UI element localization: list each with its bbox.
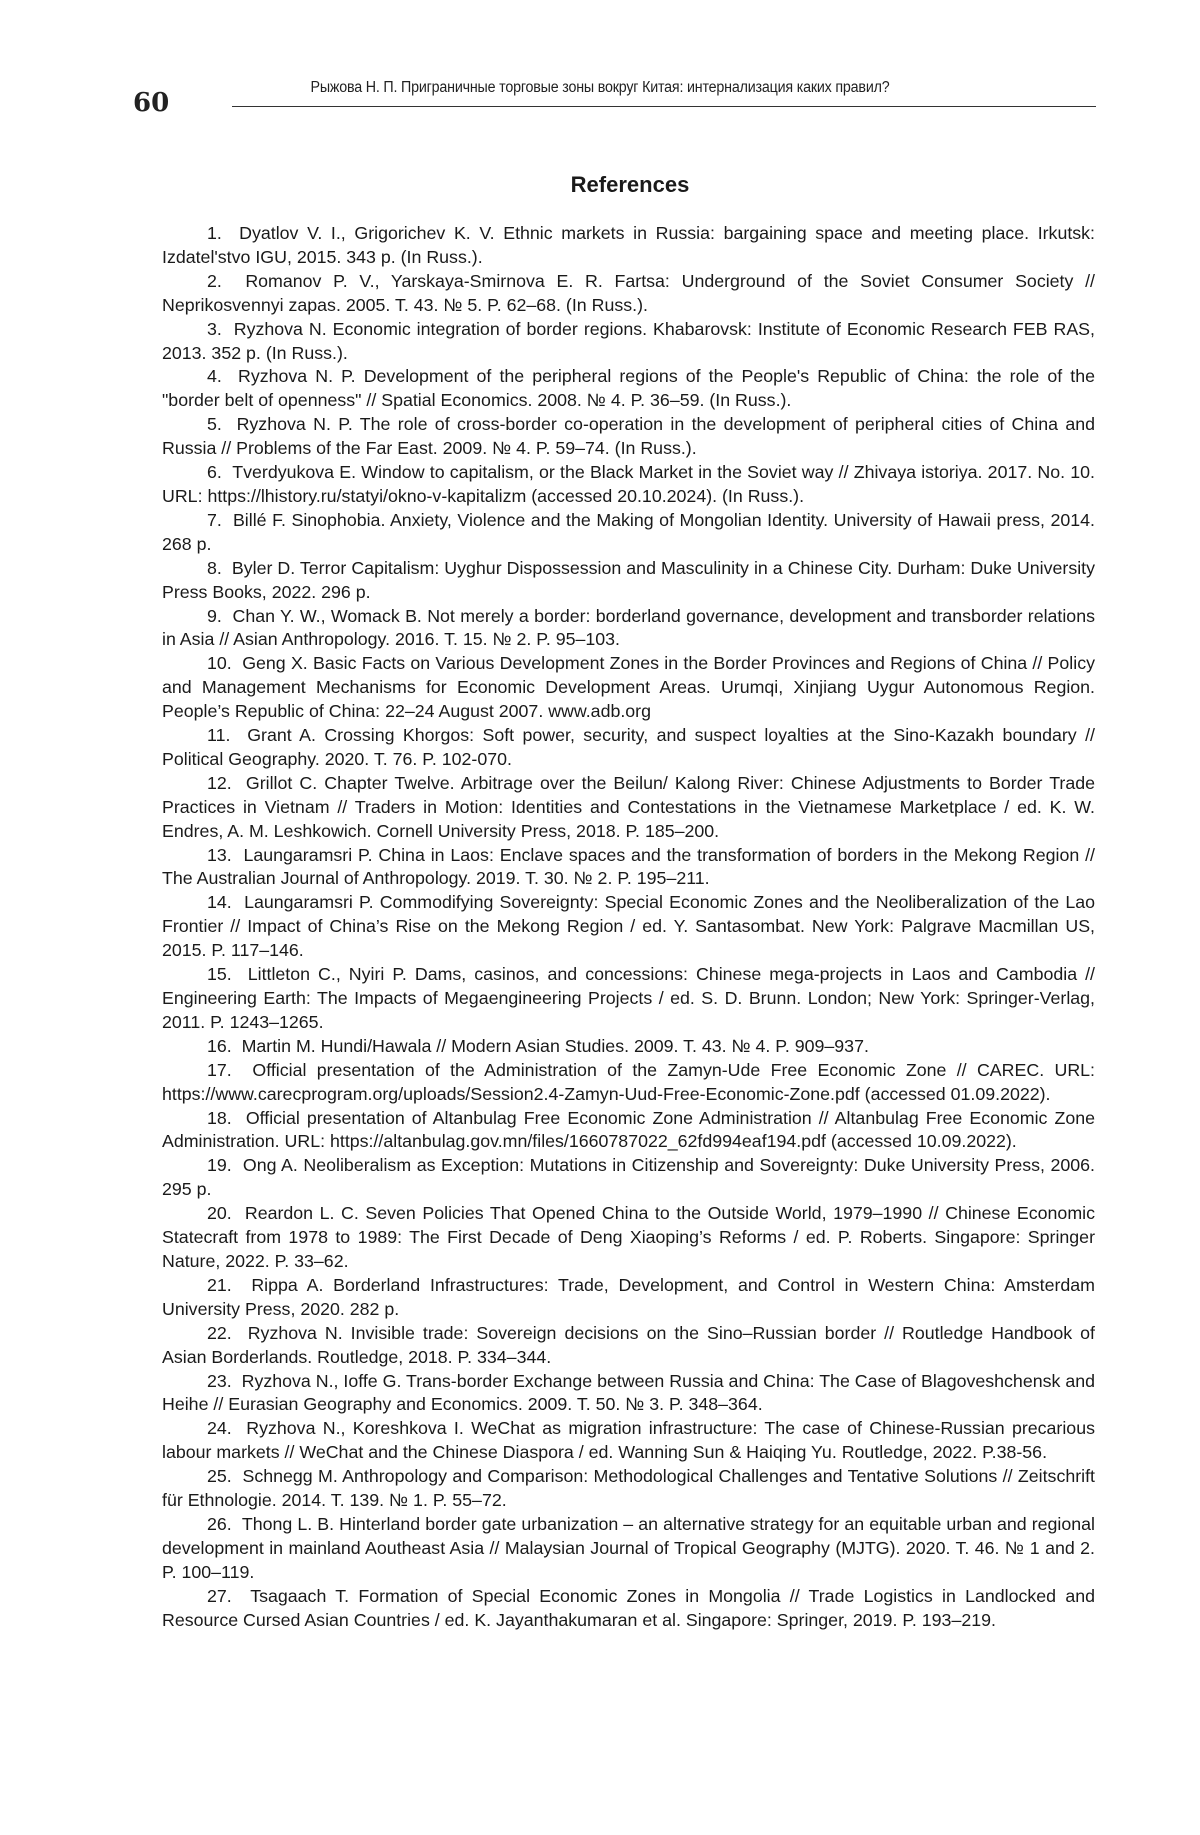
reference-number: 12. <box>207 772 232 793</box>
reference-text: Official presentation of the Administration of the Zamyn-Ude Free Economic Zone // CAREC. URL: https://www.carecprogram.org/uploads/Session2.4-Zamyn-Uud-Free-Economic-Zone.pdf (accessed 01.09.2022). <box>162 1059 1095 1104</box>
reference-item <box>162 1322 1095 1370</box>
reference-number: 2. <box>207 270 222 291</box>
reference-number: 10. <box>207 653 232 674</box>
reference-text: Thong L. B. Hinterland border gate urbanization – an alternative strategy for an equitable urban and regional development in mainland Aoutheast Asia // Malaysian Journal of Tropical Geography (MJTG). 2020. T. 46. № 1 and 2. P. 100–119. <box>162 1513 1095 1582</box>
page-number: 60 <box>133 88 170 118</box>
reference-item <box>162 1107 1095 1155</box>
reference-item <box>162 557 1095 605</box>
reference-item <box>162 222 1095 270</box>
reference-item <box>162 724 1095 772</box>
reference-text: Grillot C. Chapter Twelve. Arbitrage over the Beilun/ Kalong River: Chinese Adjustments to Border Trade Practices in Vietnam // Traders in Motion: Identities and Contestations in the Vietnamese Marketplace / ed. K. W. Endres, A. M. Leshkowich. Cornell University Press, 2018. P. 185–200. <box>162 772 1095 841</box>
reference-text: Ryzhova N. Invisible trade: Sovereign decisions on the Sino–Russian border // Routledge Handbook of Asian Borderlands. Routledge, 2018. P. 334–344. <box>162 1322 1095 1367</box>
reference-text: Rippa A. Borderland Infrastructures: Trade, Development, and Control in Western China: Amsterdam University Press, 2020. 282 p. <box>162 1274 1095 1319</box>
reference-number: 4. <box>207 366 222 387</box>
reference-text: Ryzhova N., Koreshkova I. WeChat as migration infrastructure: The case of Chinese-Russian precarious labour markets // WeChat and the Chinese Diaspora / ed. Wanning Sun & Haiqing Yu. Routledge, 2022. P.38-56. <box>162 1418 1095 1463</box>
reference-item <box>162 1154 1095 1202</box>
reference-item <box>162 605 1095 653</box>
reference-number: 25. <box>207 1466 232 1487</box>
reference-number: 21. <box>207 1274 232 1295</box>
reference-text: Chan Y. W., Womack B. Not merely a border: borderland governance, development and transborder relations in Asia // Asian Anthropology. 2016. T. 15. № 2. P. 95–103. <box>162 605 1095 650</box>
reference-item <box>162 772 1095 844</box>
reference-number: 9. <box>207 605 222 626</box>
reference-item <box>162 1202 1095 1274</box>
reference-text: Billé F. Sinophobia. Anxiety, Violence and the Making of Mongolian Identity. University of Hawaii press, 2014. 268 p. <box>162 509 1095 554</box>
reference-text: Official presentation of Altanbulag Free Economic Zone Administration // Altanbulag Free Economic Zone Administration. URL: https://altanbulag.gov.mn/files/1660787022_62fd994eaf194.pdf (accessed 10.09.2022). <box>162 1107 1095 1152</box>
reference-item <box>162 509 1095 557</box>
reference-number: 13. <box>207 844 232 865</box>
reference-number: 16. <box>207 1035 232 1056</box>
reference-text: Byler D. Terror Capitalism: Uyghur Dispossession and Masculinity in a Chinese City. Durham: Duke University Press Books, 2022. 296 p. <box>162 557 1095 602</box>
reference-text: Dyatlov V. I., Grigorichev K. V. Ethnic markets in Russia: bargaining space and meeting place. Irkutsk: Izdatel'stvo IGU, 2015. 343 p. (In Russ.). <box>162 223 1096 267</box>
reference-item <box>162 365 1095 413</box>
reference-text: Romanov P. V., Yarskaya-Smirnova E. R. Fartsa: Underground of the Soviet Consumer Society // Neprikosvennyi zapas. 2005. T. 43. № 5. P. 62–68. (In Russ.). <box>162 270 1096 315</box>
reference-text: Ryzhova N. P. Development of the peripheral regions of the People's Republic of China: the role of the "border belt of openness" // Spatial Economics. 2008. № 4. P. 36–59. (In Russ.). <box>162 366 1095 411</box>
reference-item <box>162 1465 1095 1513</box>
header-divider <box>232 106 1096 107</box>
reference-number: 27. <box>207 1585 232 1606</box>
reference-list <box>162 222 1095 1632</box>
reference-text: Grant A. Crossing Khorgos: Soft power, security, and suspect loyalties at the Sino-Kazakh boundary // Political Geography. 2020. T. 76. P. 102-070. <box>162 725 1095 769</box>
reference-item <box>162 652 1095 724</box>
reference-number: 6. <box>207 462 222 483</box>
reference-number: 18. <box>207 1107 232 1128</box>
reference-item <box>162 318 1095 366</box>
reference-number: 3. <box>207 318 222 339</box>
reference-text: Ong A. Neoliberalism as Exception: Mutations in Citizenship and Sovereignty: Duke University Press, 2006. 295 p. <box>162 1155 1095 1200</box>
reference-item <box>162 1417 1095 1465</box>
reference-text: Tsagaach T. Formation of Special Economic Zones in Mongolia // Trade Logistics in Landlocked and Resource Cursed Asian Countries / ed. K. Jayanthakumaran et al. Singapore: Springer, 2019. P. 193–219. <box>162 1585 1095 1630</box>
reference-number: 19. <box>207 1155 232 1176</box>
reference-text: Schnegg M. Anthropology and Comparison: Methodological Challenges and Tentative Solutions // Zeitschrift für Ethnologie. 2014. T. 139. № 1. P. 55–72. <box>162 1466 1095 1511</box>
section-title: References <box>570 172 690 197</box>
reference-item <box>162 270 1095 318</box>
reference-number: 7. <box>207 509 222 530</box>
reference-item <box>162 963 1095 1035</box>
reference-text: Ryzhova N., Ioffe G. Trans-border Exchange between Russia and China: The Case of Blagoveshchensk and Heihe // Eurasian Geography and Economics. 2009. T. 50. № 3. P. 348–364. <box>162 1370 1095 1415</box>
reference-item <box>162 891 1095 963</box>
reference-item <box>162 1035 1095 1059</box>
running-header: Рыжова Н. П. Приграничные торговые зоны вокруг Китая: интернализация каких правил? <box>310 79 890 96</box>
reference-text: Ryzhova N. P. The role of cross-border co-operation in the development of peripheral cities of China and Russia // Problems of the Far East. 2009. № 4. P. 59–74. (In Russ.). <box>162 414 1095 459</box>
reference-text: Martin M. Hundi/Hawala // Modern Asian Studies. 2009. T. 43. № 4. P. 909–937. <box>241 1035 869 1056</box>
reference-number: 8. <box>207 557 222 578</box>
reference-text: Laungaramsri P. China in Laos: Enclave spaces and the transformation of borders in the Mekong Region // The Australian Journal of Anthropology. 2019. T. 30. № 2. P. 195–211. <box>162 844 1095 889</box>
reference-number: 14. <box>207 892 232 913</box>
reference-item <box>162 1513 1095 1585</box>
reference-item <box>162 1585 1095 1633</box>
reference-item <box>162 461 1095 509</box>
reference-number: 17. <box>207 1059 232 1080</box>
reference-number: 1. <box>207 223 222 243</box>
reference-text: Ryzhova N. Economic integration of border regions. Khabarovsk: Institute of Economic Research FEB RAS, 2013. 352 p. (In Russ.). <box>162 318 1095 363</box>
reference-number: 26. <box>207 1513 232 1534</box>
reference-item <box>162 1059 1095 1107</box>
reference-number: 24. <box>207 1418 232 1439</box>
reference-text: Geng X. Basic Facts on Various Development Zones in the Border Provinces and Regions of China // Policy and Management Mechanisms for Economic Development Areas. Urumqi, Xinjiang Uygur Autonomous Region. People’s Republic of China: 22–24 August 2007. www.adb.org <box>162 653 1095 722</box>
reference-number: 5. <box>207 414 222 435</box>
reference-text: Laungaramsri P. Commodifying Sovereignty: Special Economic Zones and the Neoliberalization of the Lao Frontier // Impact of China’s Rise on the Mekong Region / ed. Y. Santasombat. New York: Palgrave Macmillan US, 2015. P. 117–146. <box>162 892 1095 961</box>
reference-item <box>162 1370 1095 1418</box>
reference-text: Tverdyukova E. Window to capitalism, or the Black Market in the Soviet way // Zhivaya istoriya. 2017. No. 10. URL: https://lhistory.ru/statyi/okno-v-kapitalizm (accessed 20.10.2024). (In Russ.). <box>162 462 1095 506</box>
reference-item <box>162 844 1095 892</box>
reference-text: Reardon L. C. Seven Policies That Opened China to the Outside World, 1979–1990 // Chinese Economic Statecraft from 1978 to 1989: The First Decade of Deng Xiaoping’s Reforms / ed. P. Roberts. Singapore: Springer Nature, 2022. P. 33–62. <box>162 1203 1095 1271</box>
reference-item <box>162 1274 1095 1322</box>
reference-number: 22. <box>207 1322 232 1343</box>
reference-item <box>162 413 1095 461</box>
reference-text: Littleton C., Nyiri P. Dams, casinos, and concessions: Chinese mega-projects in Laos and Cambodia // Engineering Earth: The Impacts of Megaengineering Projects / ed. S. D. Brunn. London; New York: Springer-Verlag, 2011. P. 1243–1265. <box>162 964 1095 1032</box>
reference-number: 20. <box>207 1203 232 1224</box>
reference-number: 15. <box>207 964 232 985</box>
reference-number: 23. <box>207 1370 232 1391</box>
reference-number: 11. <box>207 725 231 746</box>
